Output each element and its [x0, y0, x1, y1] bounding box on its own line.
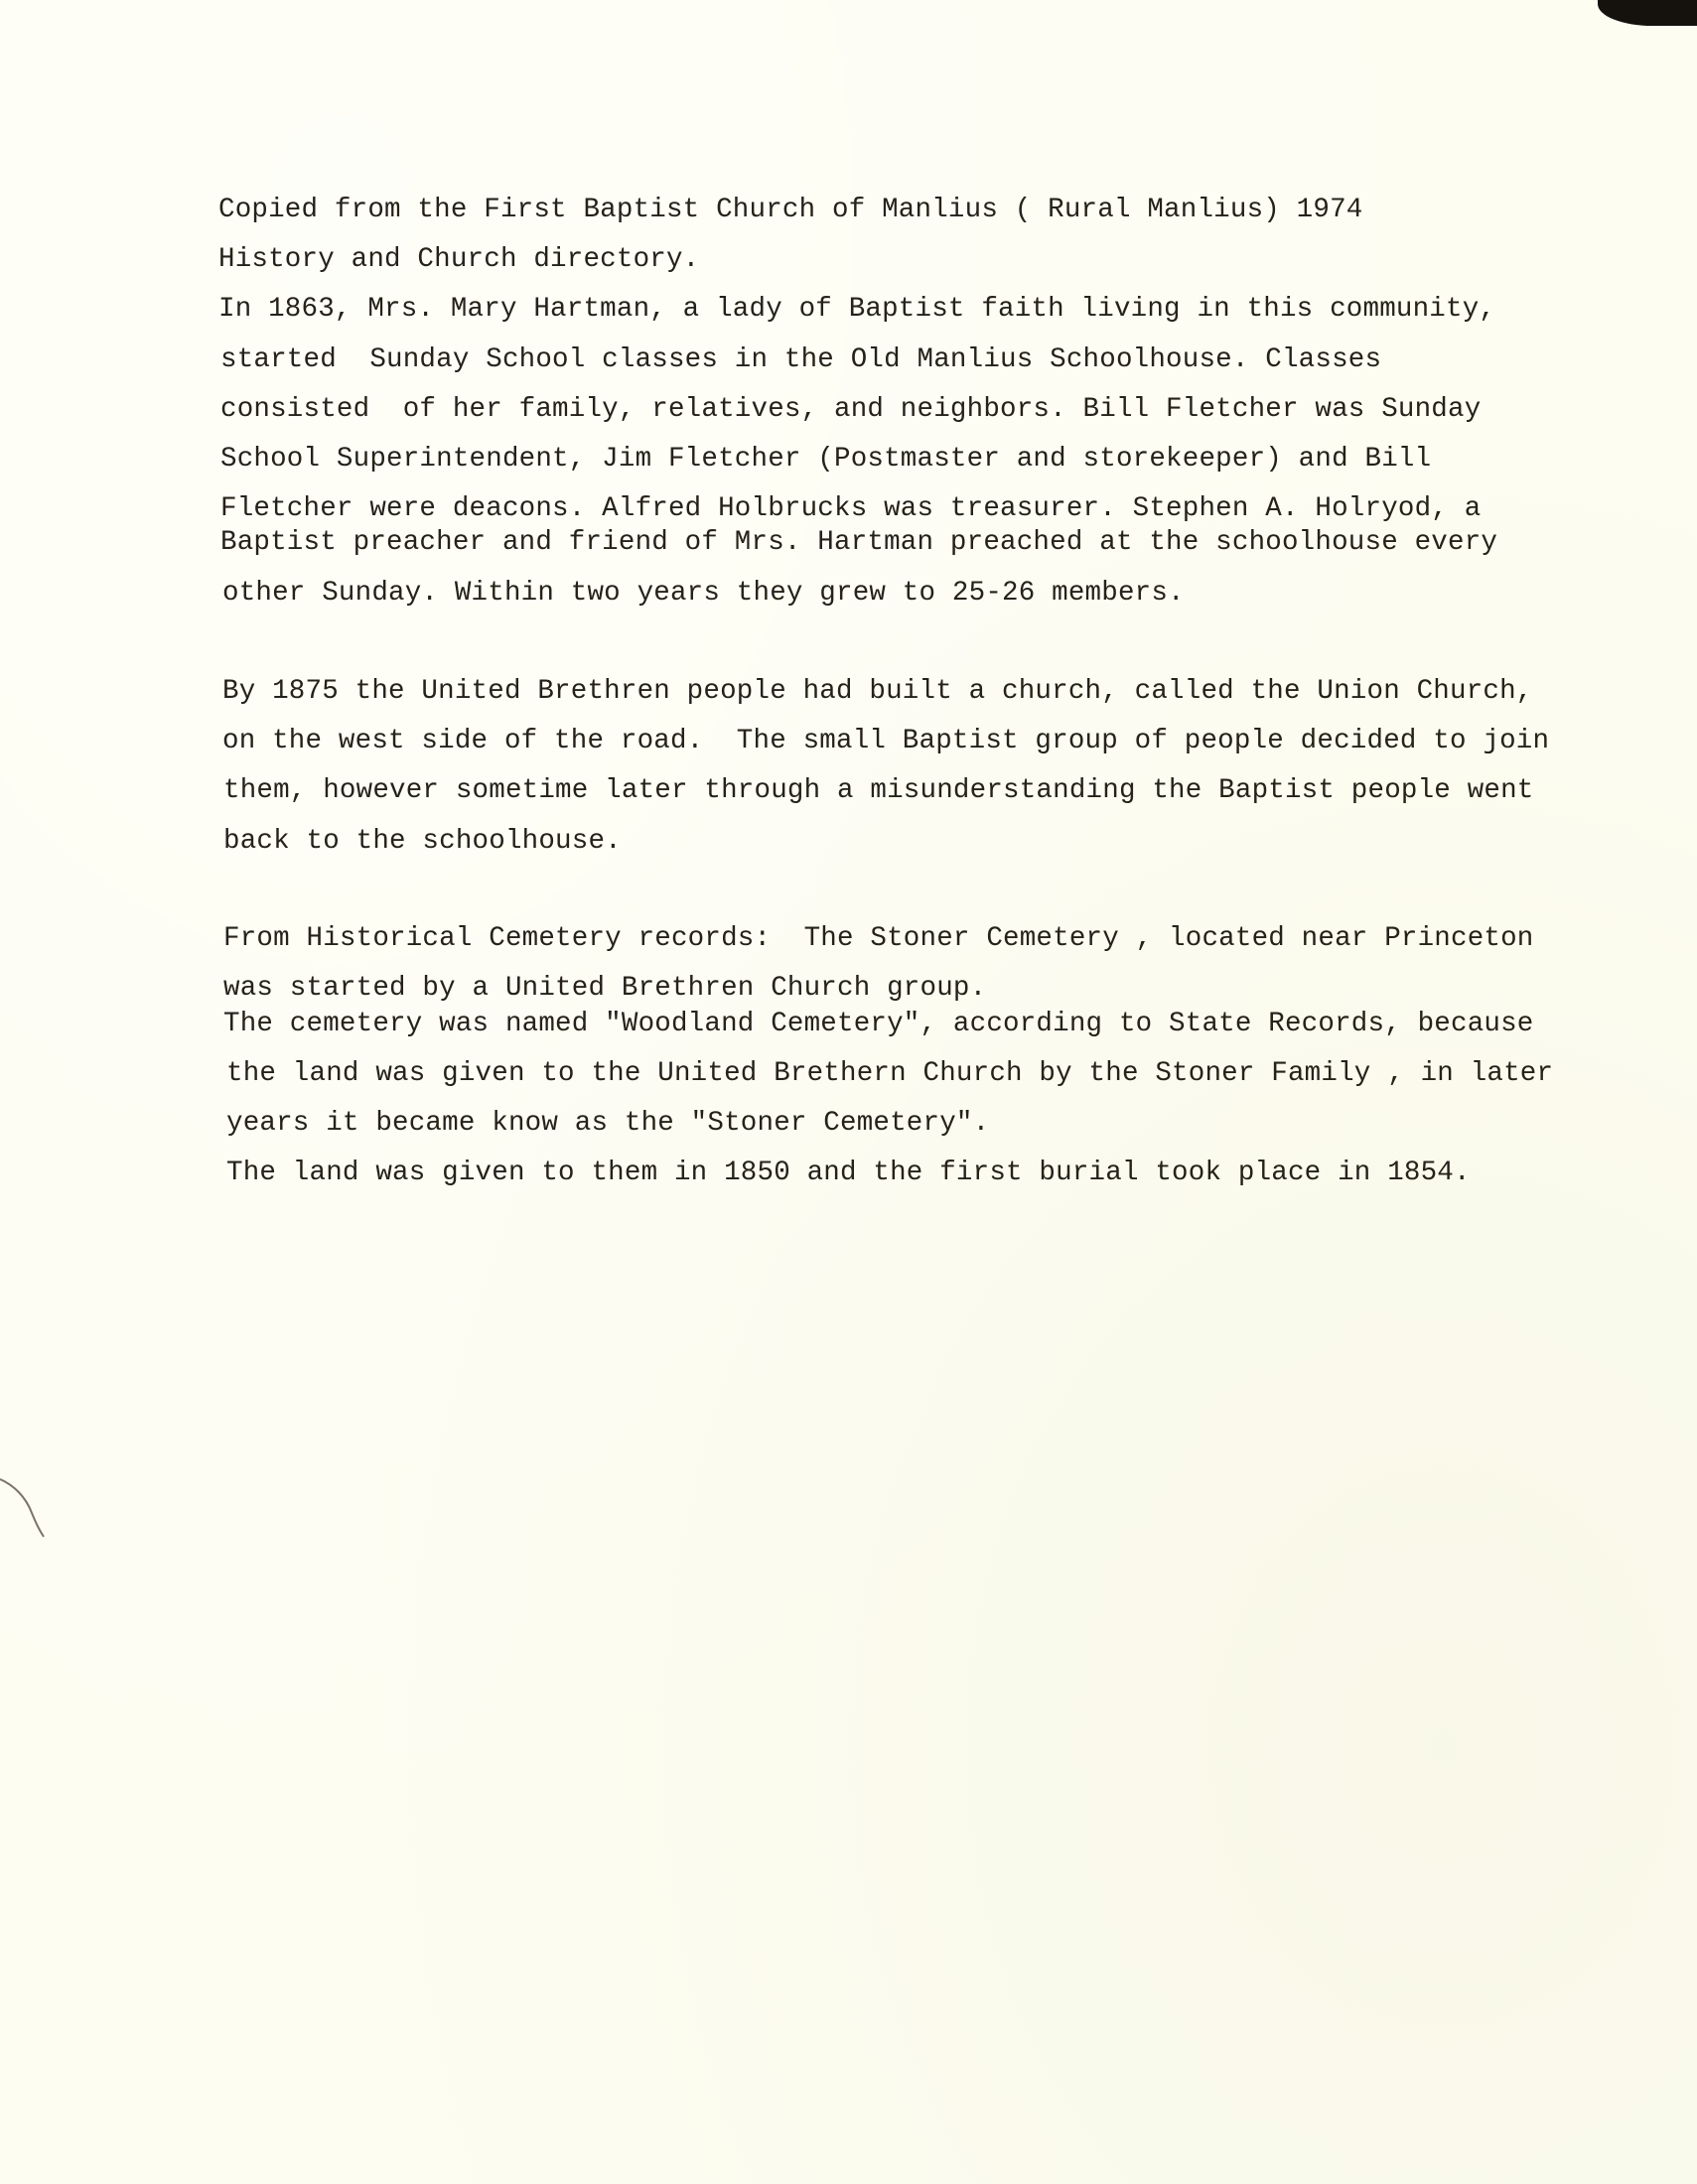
text-line: History and Church directory.	[218, 244, 700, 275]
text-line: From Historical Cemetery records: The Stoner Cemetery , located near Princeton	[223, 923, 1534, 954]
text-line: them, however sometime later through a misunderstanding the Baptist people went	[223, 775, 1534, 806]
text-line: started Sunday School classes in the Old Manlius Schoolhouse. Classes	[220, 344, 1382, 375]
text-line: consisted of her family, relatives, and neighbors. Bill Fletcher was Sunday	[220, 394, 1482, 425]
text-line: on the west side of the road. The small Baptist group of people decided to join	[222, 726, 1550, 756]
text-line: was started by a United Brethren Church group.	[223, 973, 987, 1004]
text-line: The land was given to them in 1850 and the first burial took place in 1854.	[226, 1158, 1471, 1188]
text-line: By 1875 the United Brethren people had built a church, called the Union Church,	[222, 676, 1533, 707]
text-line: other Sunday. Within two years they grew to 25-26 members.	[222, 578, 1185, 609]
text-line: back to the schoolhouse.	[223, 826, 622, 857]
text-line: Fletcher were deacons. Alfred Holbrucks was treasurer. Stephen A. Holryod, a	[220, 493, 1482, 524]
text-line: In 1863, Mrs. Mary Hartman, a lady of Baptist faith living in this community,	[218, 294, 1496, 325]
text-line: Baptist preacher and friend of Mrs. Hartman preached at the schoolhouse every	[220, 527, 1498, 558]
text-line: the land was given to the United Brethern Church by the Stoner Family , in later	[226, 1058, 1554, 1089]
text-line: Copied from the First Baptist Church of Manlius ( Rural Manlius) 1974	[218, 195, 1363, 225]
text-line: The cemetery was named "Woodland Cemetery", according to State Records, because	[223, 1009, 1534, 1039]
text-line: years it became know as the "Stoner Cemetery".	[226, 1108, 990, 1139]
text-line: School Superintendent, Jim Fletcher (Postmaster and storekeeper) and Bill	[220, 444, 1432, 475]
